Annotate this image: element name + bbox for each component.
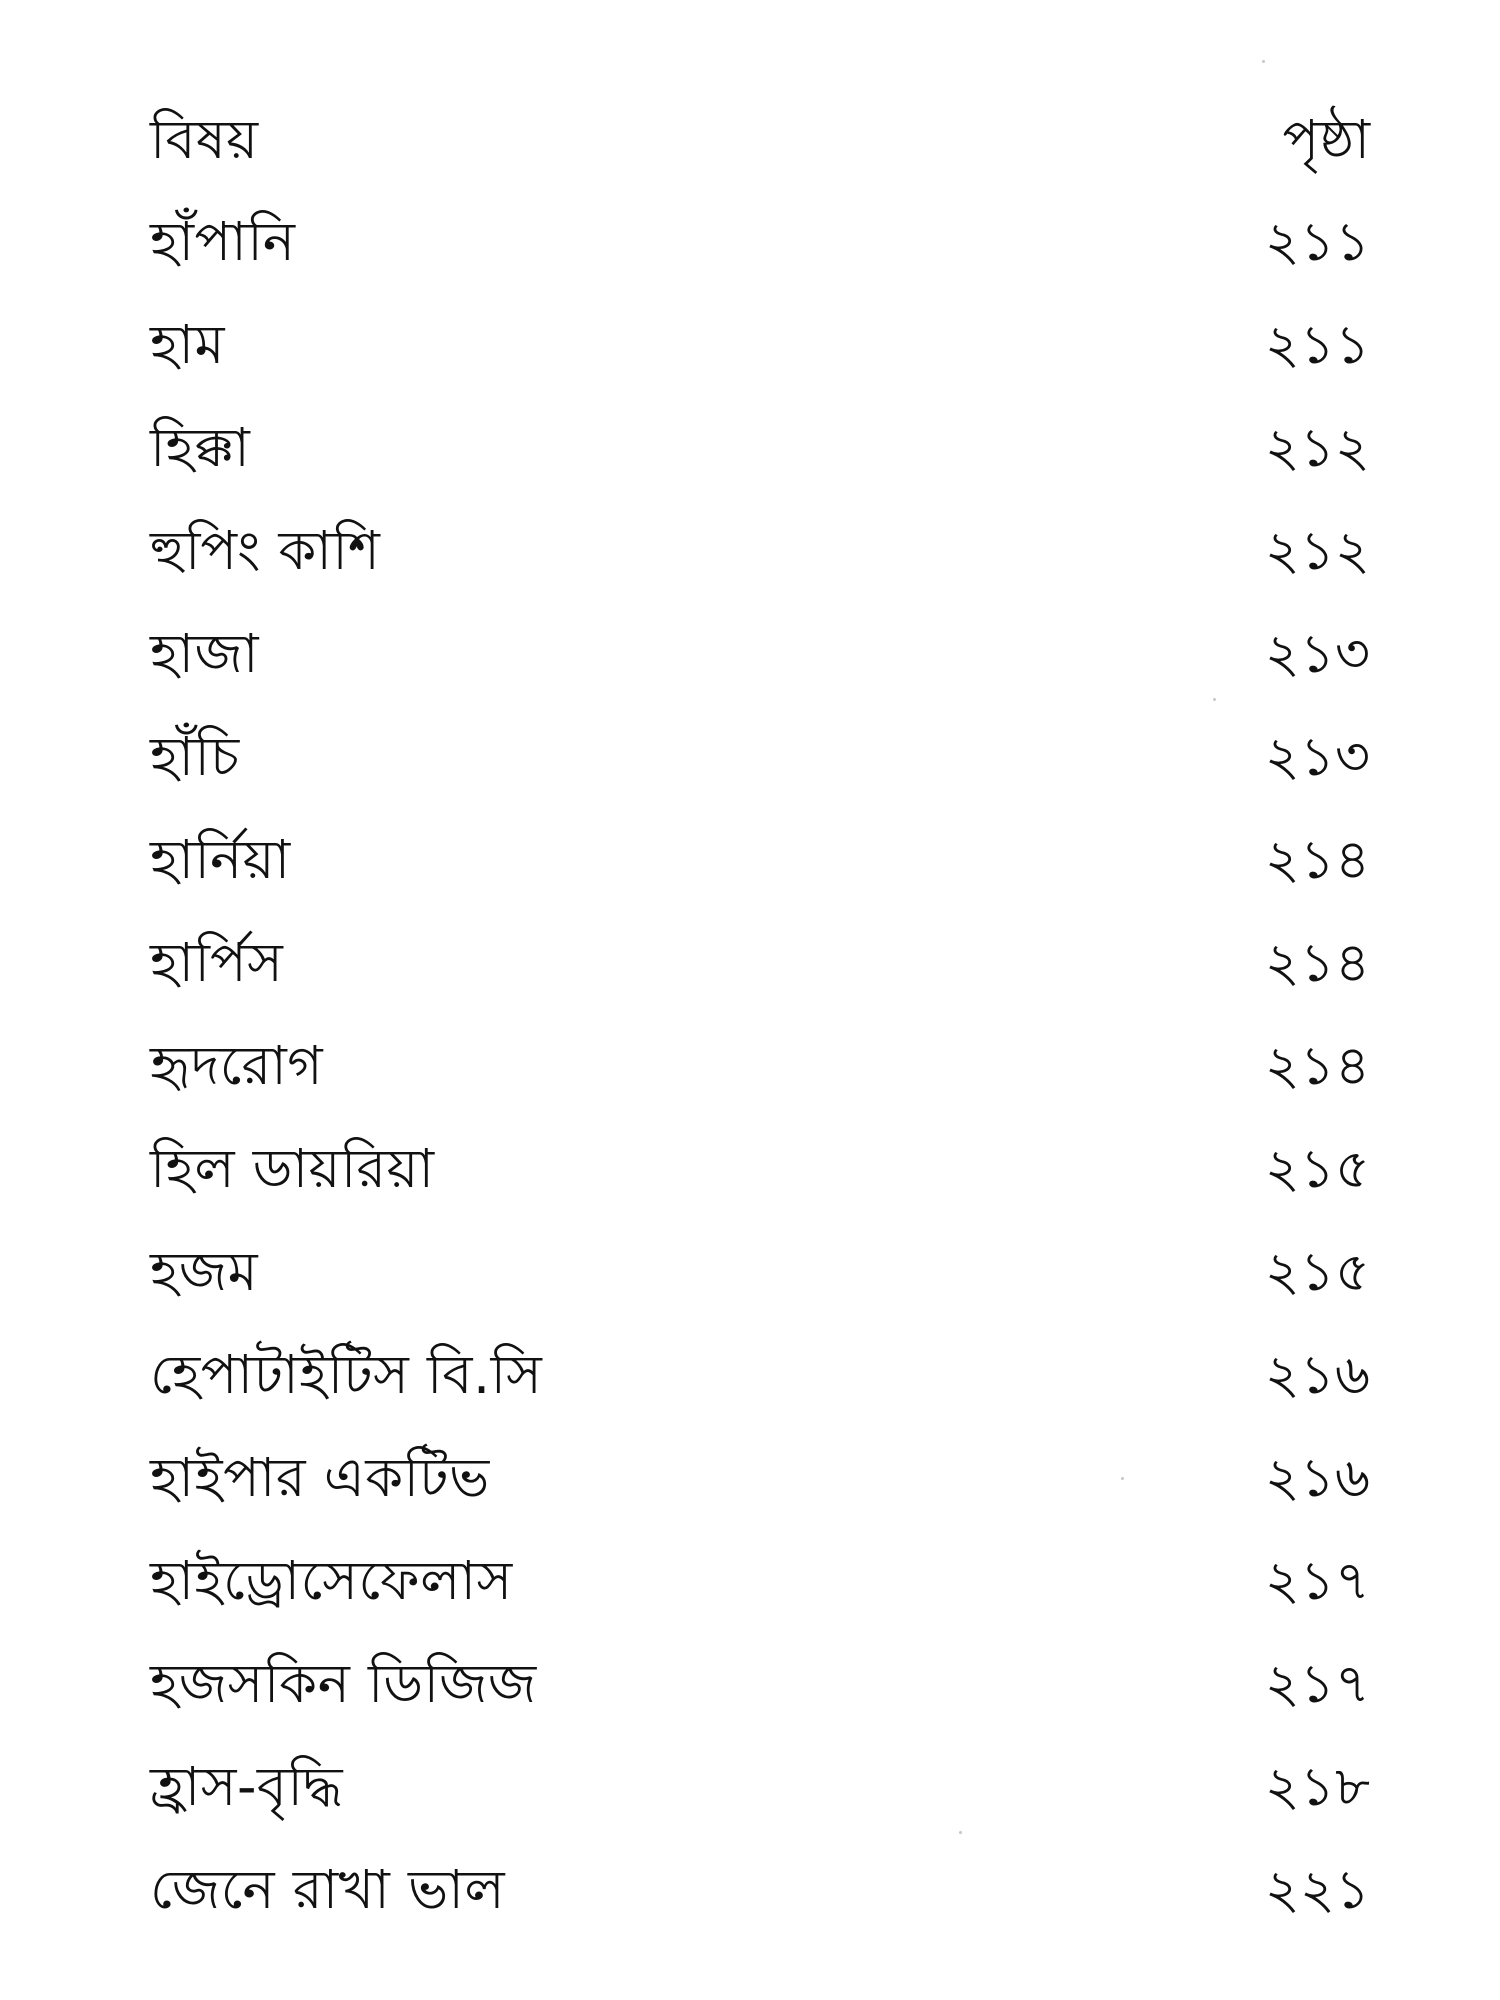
toc-header	[150, 90, 1370, 190]
toc-topic: হ্রাস-বৃদ্ধি	[150, 1754, 344, 1818]
toc-page-number: ২১৫	[1264, 1136, 1370, 1200]
toc-topic: হাজা	[150, 621, 259, 685]
toc-row	[150, 705, 1370, 808]
paper-speck	[959, 1831, 962, 1834]
toc-row	[150, 1632, 1370, 1735]
toc-row	[150, 602, 1370, 705]
toc-topic: হজম	[150, 1239, 259, 1303]
toc-topic: হুপিং কাশি	[150, 518, 381, 582]
toc-row	[150, 1426, 1370, 1529]
page-column-heading: পৃষ্ঠা	[1282, 108, 1370, 171]
toc-page-number: ২১২	[1264, 518, 1370, 582]
toc-page-number: ২১৩	[1264, 724, 1370, 788]
toc-row	[150, 1323, 1370, 1426]
toc-page-number: ২১৪	[1264, 1033, 1370, 1097]
toc-topic: হজসকিন ডিজিজ	[150, 1651, 537, 1715]
toc-row	[150, 293, 1370, 396]
toc-topic: হাইড্রোসেফেলাস	[150, 1548, 513, 1612]
paper-speck	[1121, 1477, 1124, 1480]
toc-row	[150, 911, 1370, 1014]
toc-row	[150, 1529, 1370, 1632]
toc-topic: হিক্কা	[150, 415, 251, 479]
toc-page-number: ২১৪	[1264, 827, 1370, 891]
toc-topic: হার্নিয়া	[150, 827, 291, 891]
toc-page-number: ২১৬	[1264, 1342, 1370, 1406]
toc-topic: হৃদরোগ	[150, 1033, 324, 1097]
toc-page-number: ২১৫	[1264, 1239, 1370, 1303]
toc-topic: জেনে রাখা ভাল	[150, 1857, 506, 1921]
toc-row	[150, 1014, 1370, 1117]
toc-page-number: ২১৭	[1264, 1651, 1370, 1715]
toc-topic: হাইপার একটিভ	[150, 1445, 490, 1509]
paper-speck	[1262, 60, 1265, 63]
toc-row	[150, 1220, 1370, 1323]
toc-topic: হাঁচি	[150, 724, 240, 788]
topic-column-heading: বিষয়	[150, 108, 259, 171]
toc-row	[150, 808, 1370, 911]
toc-page-number: ২১৬	[1264, 1445, 1370, 1509]
toc-page-number: ২১১	[1264, 209, 1370, 273]
table-of-contents	[150, 90, 1370, 1941]
toc-page-number: ২১৩	[1264, 621, 1370, 685]
toc-page-number: ২১৪	[1264, 930, 1370, 994]
toc-page-number: ২২১	[1264, 1857, 1370, 1921]
toc-page-number: ২১৮	[1264, 1754, 1370, 1818]
toc-row	[150, 396, 1370, 499]
toc-row	[150, 1117, 1370, 1220]
toc-page-number: ২১২	[1264, 415, 1370, 479]
paper-speck	[1213, 698, 1216, 701]
toc-page-number: ২১৭	[1264, 1548, 1370, 1612]
toc-row	[150, 1838, 1370, 1941]
toc-topic: হার্পিস	[150, 930, 284, 994]
toc-page-number: ২১১	[1264, 312, 1370, 376]
toc-row	[150, 190, 1370, 293]
toc-topic: হিল ডায়রিয়া	[150, 1136, 435, 1200]
toc-topic: হাঁপানি	[150, 209, 296, 273]
toc-topic: হেপাটাইটিস বি.সি	[150, 1342, 543, 1406]
toc-topic: হাম	[150, 312, 226, 376]
toc-row	[150, 1735, 1370, 1838]
toc-row	[150, 499, 1370, 602]
